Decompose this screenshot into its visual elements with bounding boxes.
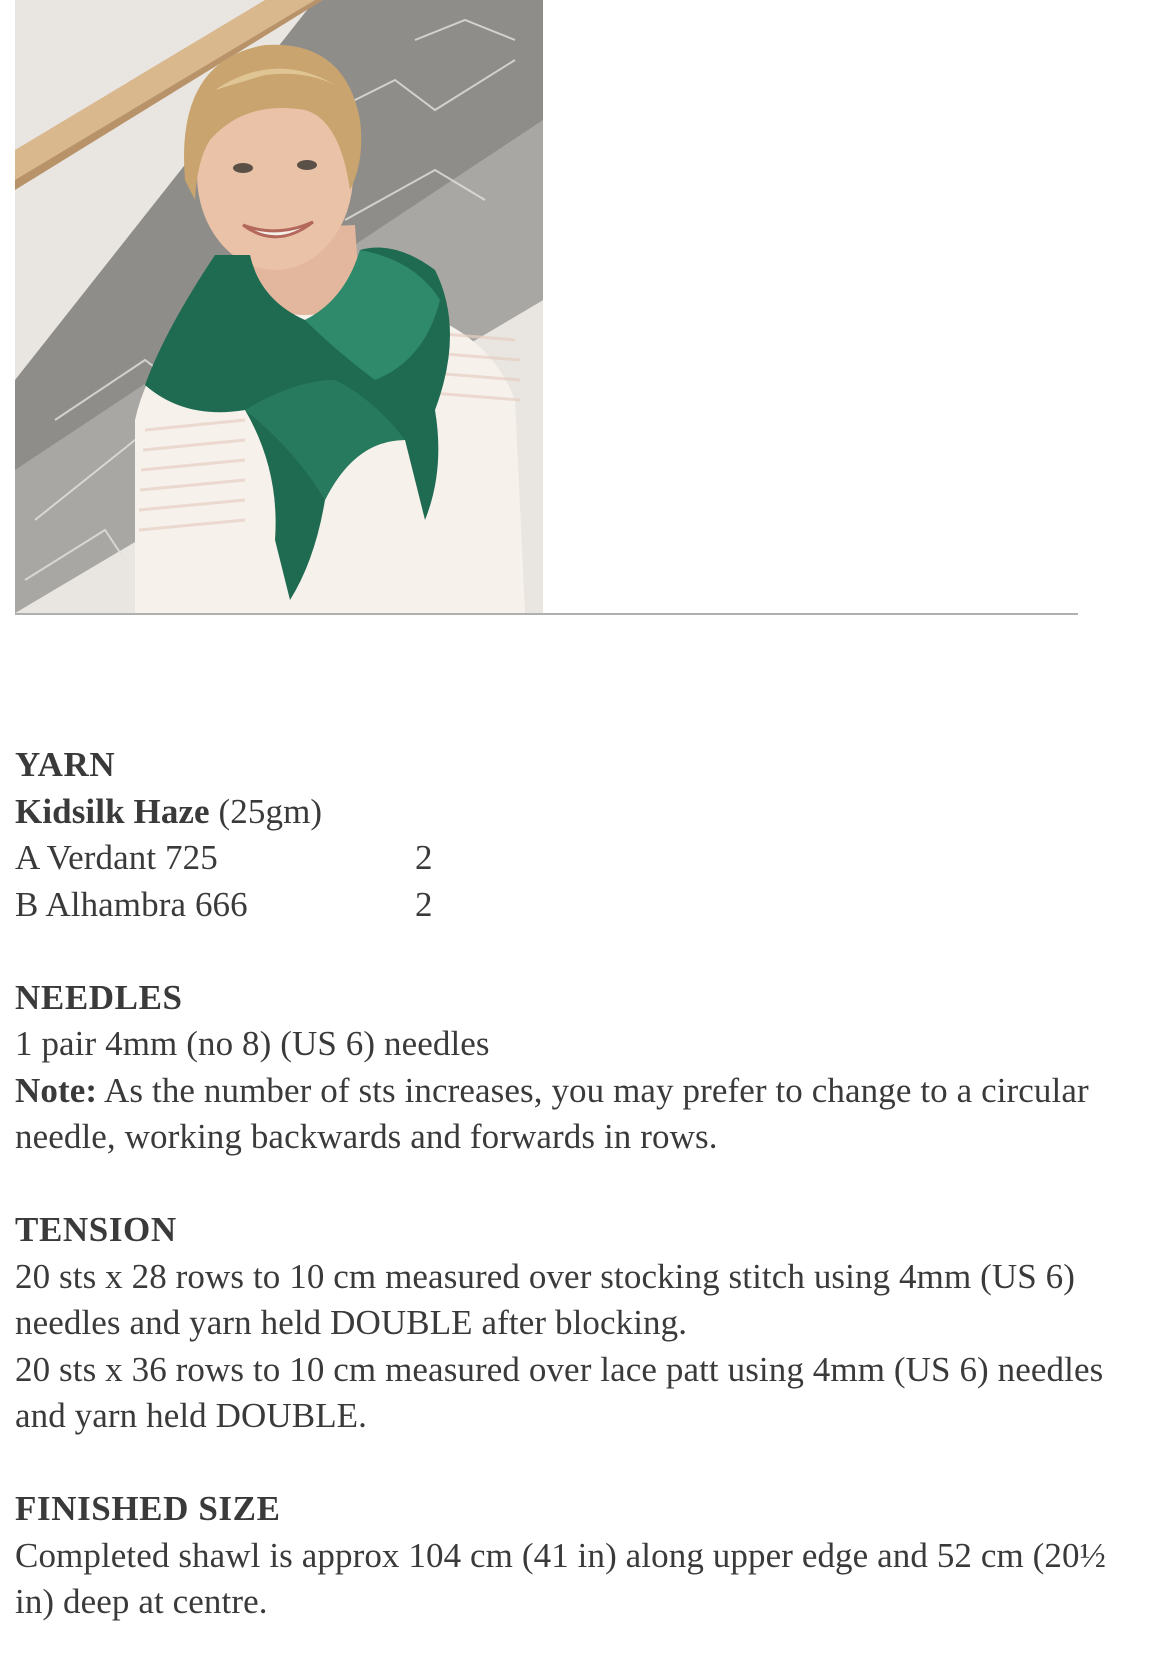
finished-size-heading: FINISHED SIZE [15, 1489, 281, 1528]
yarn-product-name: Kidsilk Haze [15, 791, 210, 831]
yarn-colour-qty: 2 [415, 884, 433, 924]
needles-note [15, 1068, 1135, 1161]
tension-section [15, 1207, 1135, 1440]
needles-text: 1 pair 4mm (no 8) (US 6) needles [15, 1024, 490, 1063]
pattern-details [15, 742, 1135, 1672]
yarn-product-weight: (25gm) [209, 791, 323, 831]
needles-note-label: Note: [15, 1070, 98, 1110]
model-photo-illustration [15, 0, 543, 613]
yarn-heading: YARN [15, 745, 116, 784]
finished-size-text: Completed shawl is approx 104 cm (41 in) along upper edge and 52 cm (20½ in) deep at centre. [15, 1535, 1106, 1621]
model-photo [15, 0, 543, 613]
yarn-colour-name: B Alhambra 666 [15, 884, 248, 924]
needles-note-text: As the number of sts increases, you may prefer to change to a circular needle, working backwards and forwards in rows. [15, 1070, 1089, 1156]
needles-heading: NEEDLES [15, 977, 183, 1017]
yarn-colour-row [15, 835, 1135, 882]
yarn-section [15, 742, 1135, 928]
tension-text: 20 sts x 36 rows to 10 cm measured over lace patt using 4mm (US 6) needles and yarn held DOUBLE. [15, 1349, 1104, 1435]
yarn-colour-name: A Verdant 725 [15, 838, 218, 877]
needles-section [15, 975, 1135, 1161]
yarn-colour-row [15, 882, 1135, 929]
tension-text: 20 sts x 28 rows to 10 cm measured over stocking stitch using 4mm (US 6) needles and yarn held DOUBLE after blocking. [15, 1256, 1076, 1342]
tension-heading: TENSION [15, 1210, 177, 1249]
yarn-product-line [15, 789, 1135, 836]
horizontal-divider [15, 613, 1078, 615]
finished-size-section [15, 1486, 1135, 1626]
yarn-colour-qty: 2 [415, 838, 433, 877]
